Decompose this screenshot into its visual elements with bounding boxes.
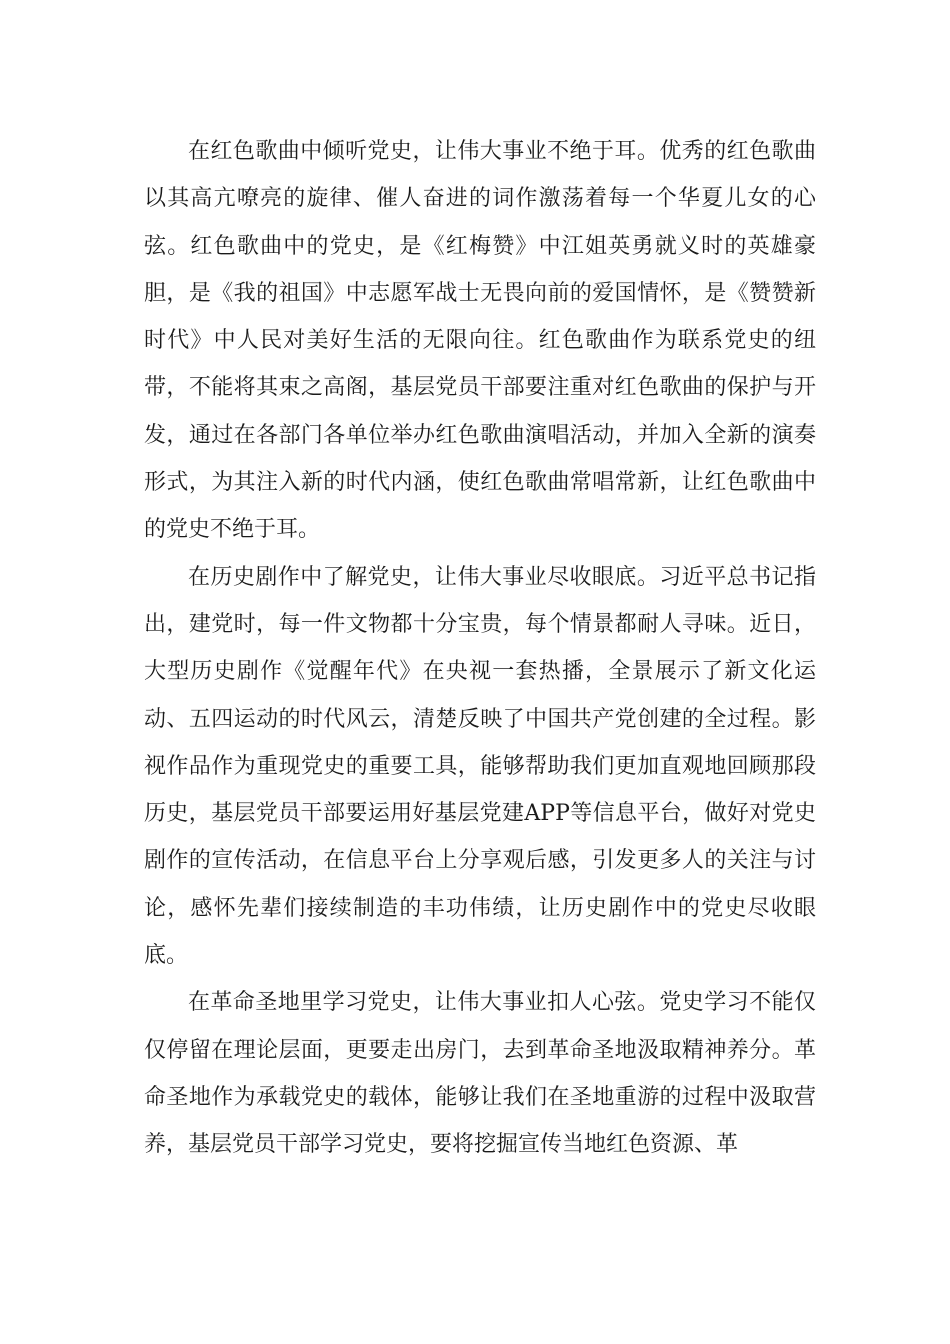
paragraph-history-dramas: 在历史剧作中了解党史，让伟大事业尽收眼底。习近平总书记指出，建党时，每一件文物都十分宝贵，每个情景都耐人寻味。近日，大型历史剧作《觉醒年代》在央视一套热播，全景展示了新文化运动、五四运动的时代风云，清楚反映了中国共产党创建的全过程。影视作品作为重现党史的重要工具，能够帮助我们更加直观地回顾那段历史，基层党员干部要运用好基层党建APP等信息平台，做好对党史剧作的宣传活动，在信息平台上分享观后感，引发更多人的关注与讨论，感怀先辈们接续制造的丰功伟绩，让历史剧作中的党史尽收眼底。 xyxy=(144,564,816,969)
paragraph-red-songs: 在红色歌曲中倾听党史，让伟大事业不绝于耳。优秀的红色歌曲以其高亢嘹亮的旋律、催人奋进的词作激荡着每一个华夏儿女的心弦。红色歌曲中的党史，是《红梅赞》中江姐英勇就义时的英雄豪胆，是《我的祖国》中志愿军战士无畏向前的爱国情怀，是《赞赞新时代》中人民对美好生活的无限向往。红色歌曲作为联系党史的纽带，不能将其束之高阁，基层党员干部要注重对红色歌曲的保护与开发，通过在各部门各单位举办红色歌曲演唱活动，并加入全新的演奏形式，为其注入新的时代内涵，使红色歌曲常唱常新，让红色歌曲中的党史不绝于耳。 xyxy=(144,139,816,543)
paragraph-revolutionary-sites: 在革命圣地里学习党史，让伟大事业扣人心弦。党史学习不能仅仅停留在理论层面，更要走出房门，去到革命圣地汲取精神养分。革命圣地作为承载党史的载体，能够让我们在圣地重游的过程中汲取营养，基层党员干部学习党史，要将挖掘宣传当地红色资源、革 xyxy=(144,990,816,1158)
document-body xyxy=(144,128,816,1169)
